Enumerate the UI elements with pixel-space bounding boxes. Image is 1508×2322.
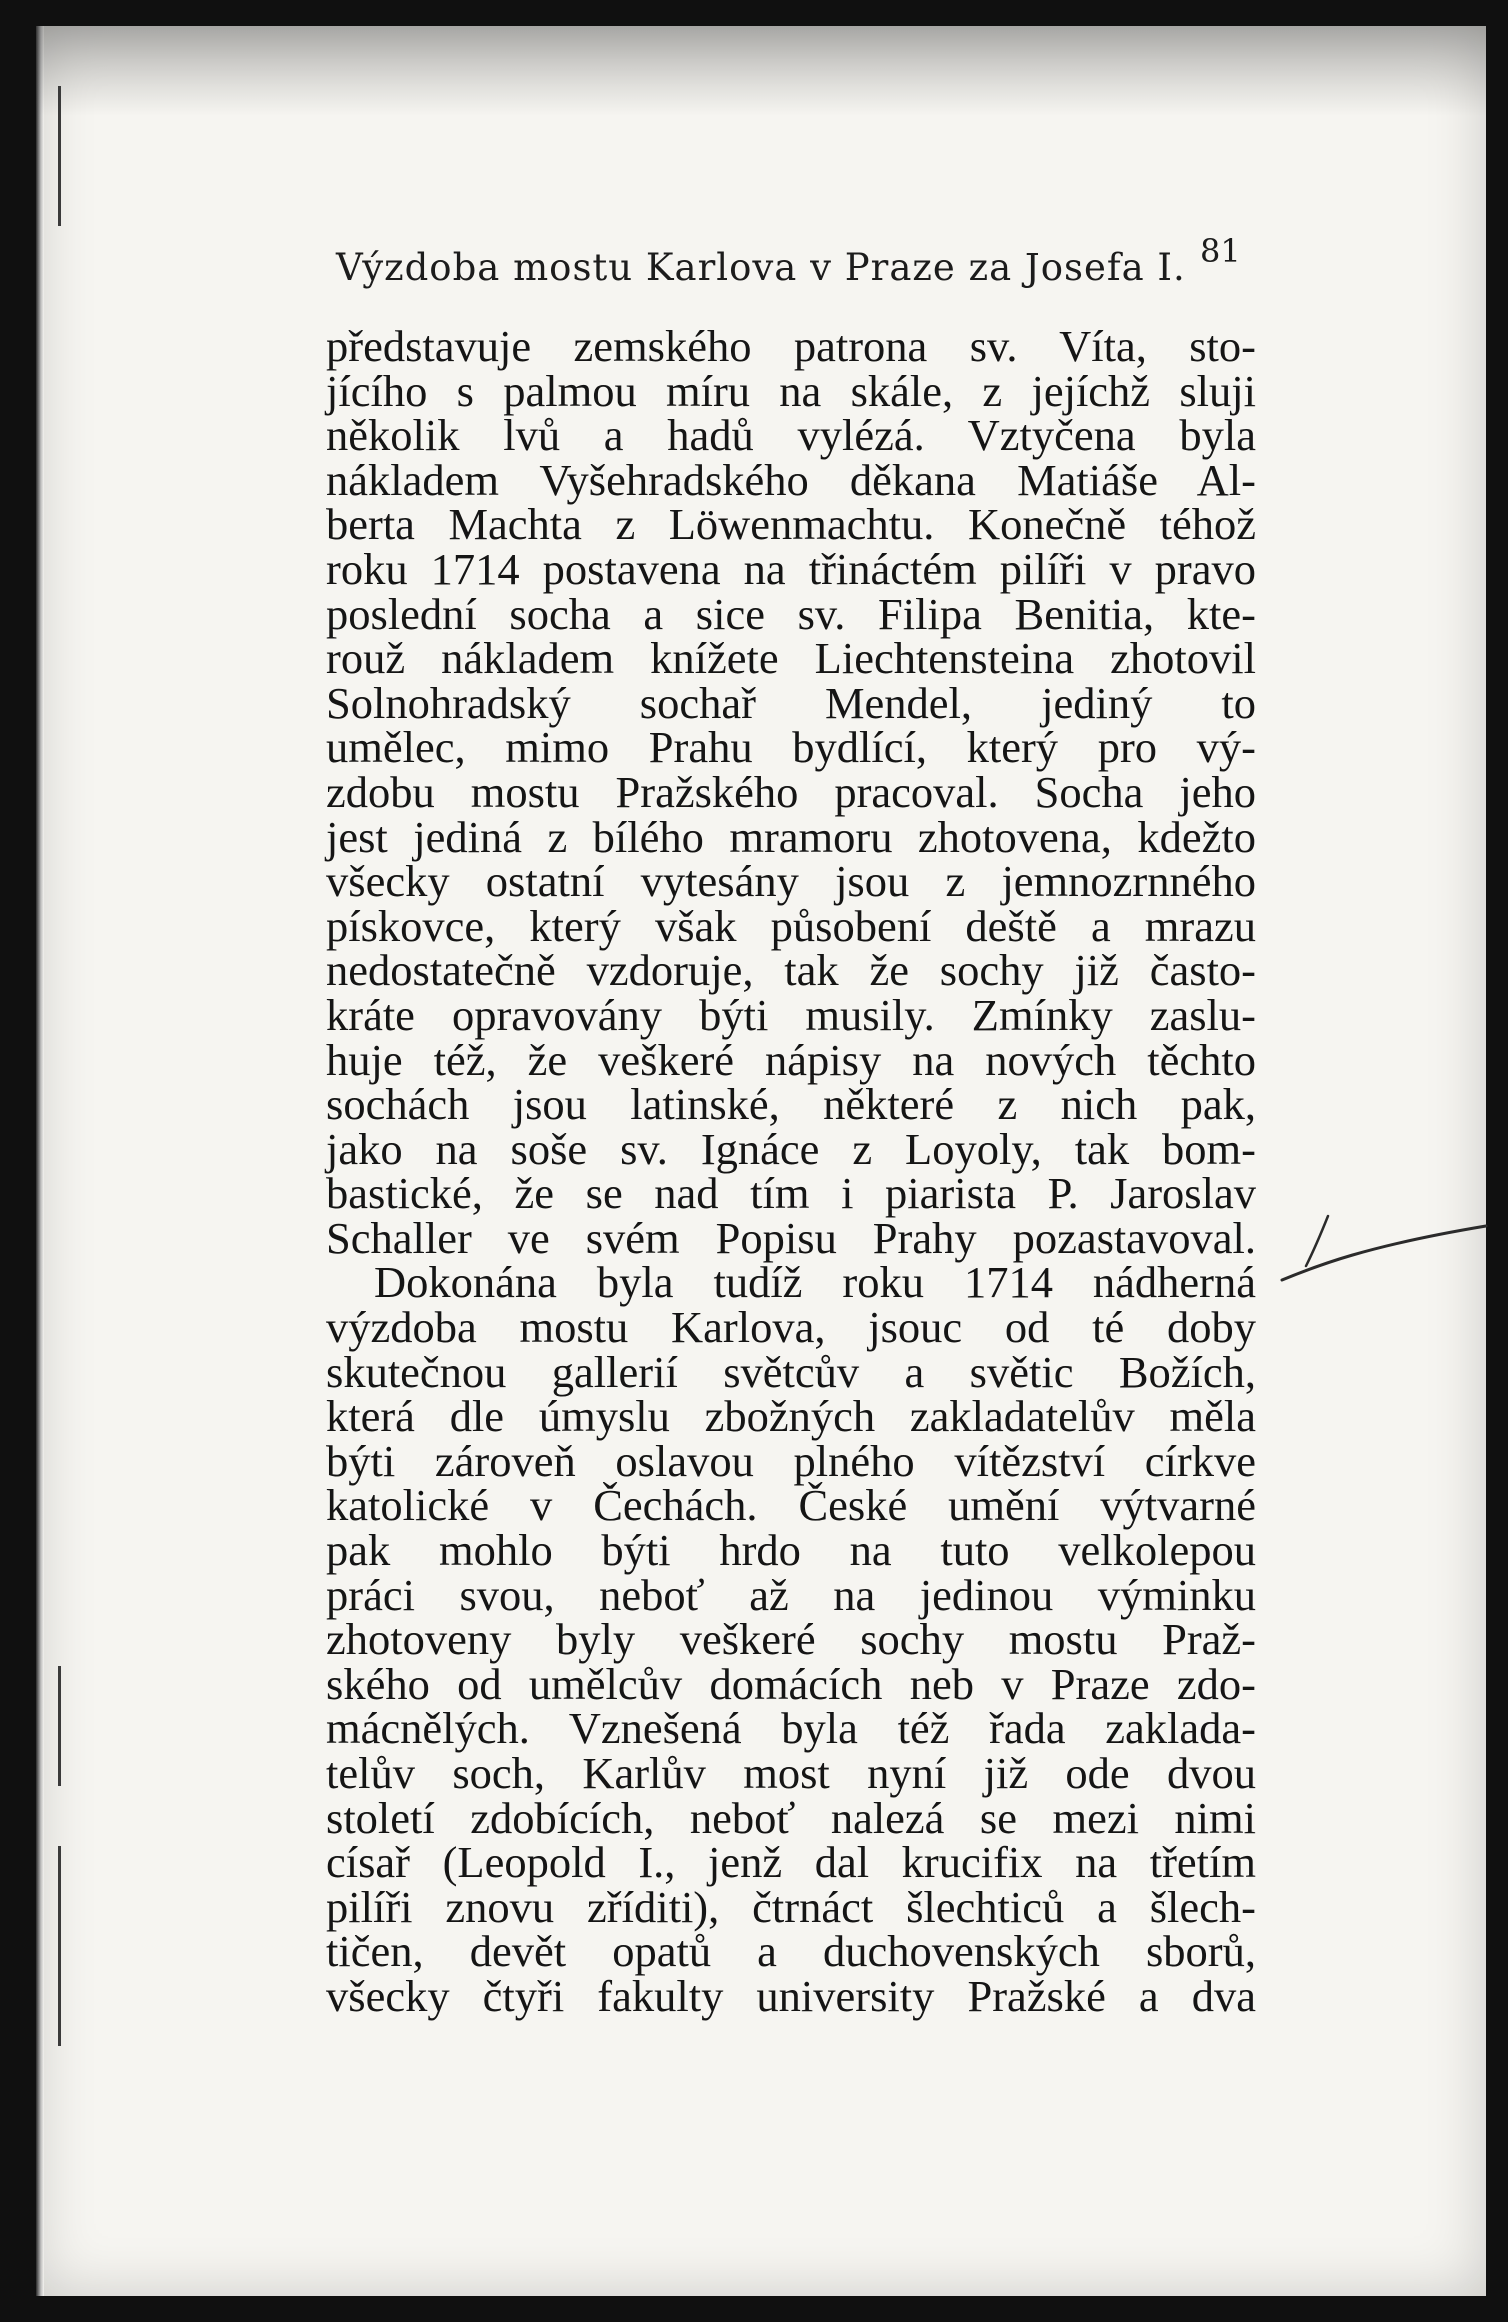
pencil-margin-mark: [1276, 1206, 1496, 1326]
text-line: skutečnou gallerií světcův a světic Božích,: [326, 1346, 1256, 1397]
text-line: telův soch, Karlův most nyní již ode dvou: [326, 1748, 1256, 1798]
text-line: práci svou, neboť až na jedinou výminku: [326, 1569, 1256, 1620]
page-top-shadow: [36, 26, 1486, 116]
page-number: 81: [1200, 232, 1241, 270]
text-line: Dokonána byla tudíž roku 1714 nádherná: [374, 1257, 1256, 1308]
body-text: [326, 321, 1256, 2021]
text-line: pískovce, který však působení deště a mrazu: [326, 900, 1256, 951]
text-line: pak mohlo býti hrdo na tuto velkolepou: [326, 1525, 1256, 1576]
text-line: zhotoveny byly veškeré sochy mostu Praž-: [326, 1614, 1256, 1665]
page-edge-shadow: [36, 26, 44, 2296]
text-line: všecky ostatní vytesány jsou z jemnozrnného: [326, 856, 1256, 907]
text-line: býti zároveň oslavou plného vítězství církve: [326, 1435, 1256, 1486]
text-line: století zdobících, neboť nalezá se mezi nimi: [326, 1792, 1256, 1843]
running-head: Výzdoba mostu Karlova v Praze za Josefa I.: [336, 246, 1186, 289]
text-line: císař (Leopold I., jenž dal krucifix na třetím: [326, 1837, 1256, 1888]
text-line: tičen, devět opatů a duchovenských sborů,: [326, 1926, 1256, 1977]
gutter-mark: [58, 86, 61, 226]
text-line: poslední socha a sice sv. Filipa Benitia, kte-: [326, 588, 1256, 639]
text-line: jest jediná z bílého mramoru zhotovena, kdežto: [326, 811, 1256, 862]
text-line: zdobu mostu Pražského pracoval. Socha jeho: [326, 766, 1256, 817]
text-line: mácnělých. Vznešená byla též řada zaklada-: [326, 1703, 1256, 1754]
text-line: Solnohradský sochař Mendel, jediný to: [326, 677, 1256, 728]
text-line: nedostatečně vzdoruje, tak že sochy již často-: [326, 945, 1256, 996]
text-line: katolické v Čechách. České umění výtvarné: [326, 1480, 1256, 1531]
text-line: představuje zemského patrona sv. Víta, sto-: [326, 321, 1256, 371]
text-line: berta Machta z Löwenmachtu. Konečně téhož: [326, 499, 1256, 550]
text-line: ského od umělcův domácích neb v Praze zdo-: [326, 1658, 1256, 1709]
text-line: všecky čtyři fakulty university Pražské a dva: [326, 1970, 1256, 2021]
text-line: jako na soše sv. Ignáce z Loyoly, tak bom-: [326, 1123, 1256, 1174]
text-line: sochách jsou latinské, některé z nich pak,: [326, 1079, 1256, 1130]
text-line: několik lvů a hadů vylézá. Vztyčena byla: [326, 410, 1256, 461]
text-line: jícího s palmou míru na skále, z jejíchž sluji: [326, 365, 1256, 416]
text-line: výzdoba mostu Karlova, jsouc od té doby: [326, 1302, 1256, 1353]
text-line: pilíři znovu zříditi), čtrnáct šlechticů a šlech-: [326, 1881, 1256, 1932]
text-line: bastické, že se nad tím i piarista P. Jaroslav: [326, 1168, 1256, 1219]
text-line: umělec, mimo Prahu bydlící, který pro vý-: [326, 722, 1256, 773]
book-page: [36, 26, 1486, 2296]
text-line: která dle úmyslu zbožných zakladatelův měla: [326, 1391, 1256, 1442]
gutter-mark: [58, 1846, 61, 2046]
gutter-mark: [58, 1666, 61, 1786]
text-line: roku 1714 postavena na třináctém pilíři v pravo: [326, 543, 1256, 594]
text-line: Schaller ve svém Popisu Prahy pozastavoval.: [326, 1212, 1256, 1263]
text-line: huje též, že veškeré nápisy na nových těchto: [326, 1034, 1256, 1085]
text-line: nákladem Vyšehradského děkana Matiáše Al-: [326, 454, 1256, 505]
text-line: rouž nákladem knížete Liechtensteina zhotovil: [326, 633, 1256, 684]
text-line: kráte opravovány býti musily. Zmínky zaslu-: [326, 989, 1256, 1040]
